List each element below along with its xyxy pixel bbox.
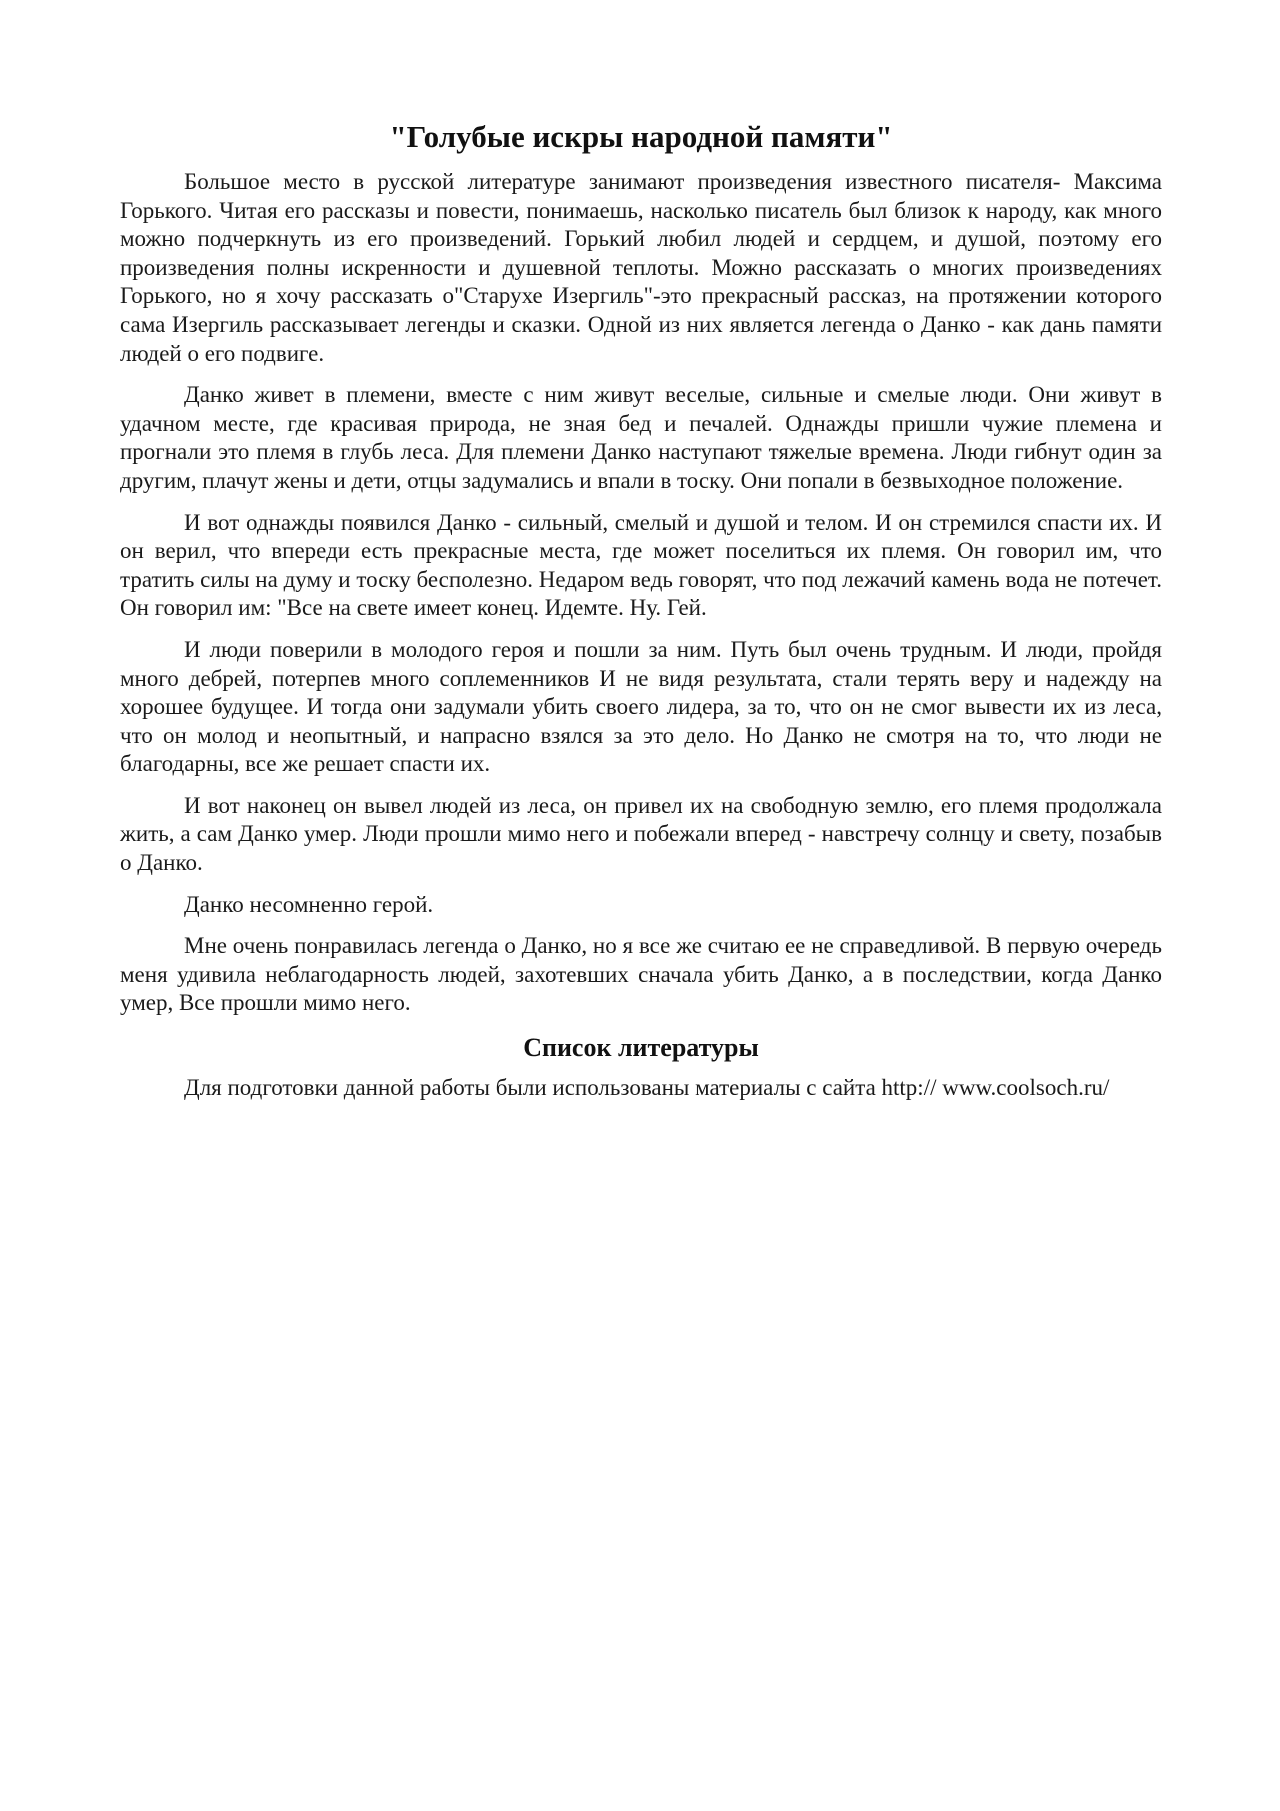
- references-text: Для подготовки данной работы были использованы материалы с сайта http:// www.coolsoch.ru/: [184, 1075, 1110, 1101]
- references-heading: Список литературы: [523, 1033, 759, 1063]
- paragraph-3: И вот однажды появился Данко - сильный, смелый и душой и телом. И он стремился спасти их. И он верил, что впереди есть прекрасные места, где может поселиться их племя. Он говорил им, что тратить силы на думу и тоску бесполезно. Недаром ведь говорят, что под лежачий камень вода не потечет. Он говорил им: "Все на свете имеет конец. Идемте. Ну. Гей.: [120, 509, 1162, 621]
- page-title: "Голубые искры народной памяти": [389, 119, 893, 154]
- paragraph-5: И вот наконец он вывел людей из леса, он привел их на свободную землю, его племя продолжала жить, а сам Данко умер. Люди прошли мимо него и побежали вперед - навстречу солнцу и свету, позабыв о Данко.: [120, 792, 1162, 876]
- document-page: [120, 118, 1162, 1116]
- paragraph-2: Данко живет в племени, вместе с ним живут веселые, сильные и смелые люди. Они живут в удачном месте, где красивая природа, не зная бед и печалей. Однажды пришли чужие племена и прогнали это племя в глубь леса. Для племени Данко наступают тяжелые времена. Люди гибнут один за другим, плачут жены и дети, отцы задумались и впали в тоску. Они попали в безвыходное положение.: [120, 382, 1162, 493]
- paragraph-7: Мне очень понравилась легенда о Данко, но я все же считаю ее не справедливой. В первую очередь меня удивила неблагодарность людей, захотевших сначала убить Данко, а в последствии, когда Данко умер, Все прошли мимо него.: [120, 933, 1162, 1016]
- paragraph-4: И люди поверили в молодого героя и пошли за ним. Путь был очень трудным. И люди, пройдя много дебрей, потерпев много соплеменников И не видя результата, стали терять веру и надежду на хорошее будущее. И тогда они задумали убить своего лидера, за то, что он не смог вывести их из леса, что он молод и неопытный, и напрасно взялся за это дело. Но Данко не смотря на то, что люди не благодарны, все же решает спасти их.: [120, 636, 1162, 777]
- paragraph-6: Данко несомненно герой.: [184, 891, 434, 917]
- paragraph-1: Большое место в русской литературе занимают произведения известного писателя- Максима Горького. Читая его рассказы и повести, понимаешь, насколько писатель был близок к народу, как много можно подчеркнуть из его произведений. Горький любил людей и сердцем, и душой, поэтому его произведения полны искренности и душевной теплоты. Можно рассказать о многих произведениях Горького, но я хочу рассказать о"Старухе Изергиль"-это прекрасный рассказ, на протяжении которого сама Изергиль рассказывает легенды и сказки. Одной из них является легенда о Данко - как дань памяти людей о его подвиге.: [120, 169, 1162, 366]
